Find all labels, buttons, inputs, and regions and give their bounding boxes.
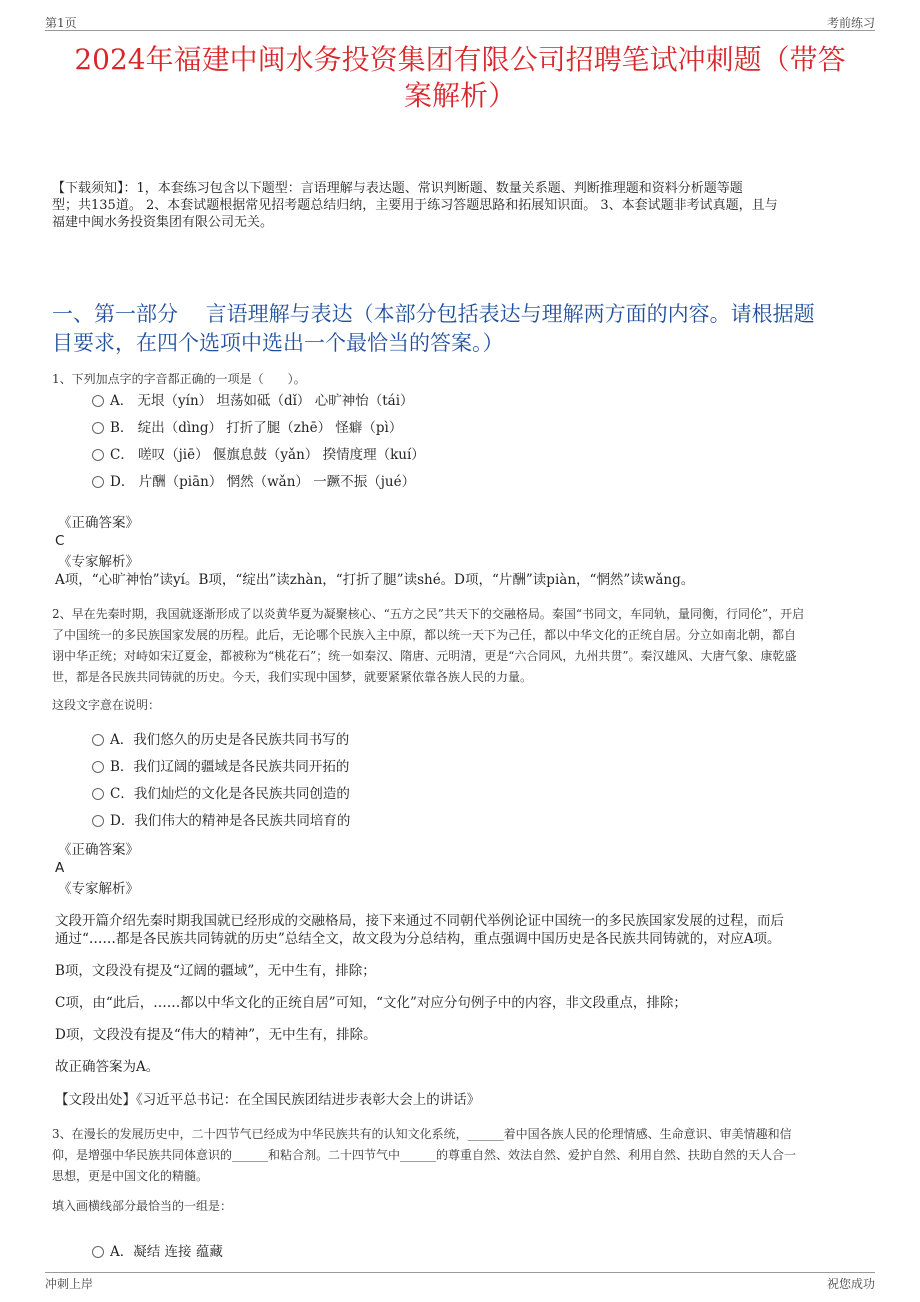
- q2-answer: A: [55, 860, 65, 876]
- answer-label: 《正确答案》: [58, 842, 139, 858]
- q2-source: 【文段出处】《习近平总书记：在全国民族团结进步表彰大会上的讲话》: [55, 1092, 481, 1108]
- q2-analysis: [55, 912, 870, 948]
- q2-option-a[interactable]: [92, 731, 349, 749]
- q1-option-d[interactable]: [92, 473, 415, 491]
- q2-option-c[interactable]: [92, 785, 350, 803]
- analysis-line: 文段开篇介绍先秦时期我国就已经形成的交融格局，接下来通过不同朝代举例论证中国统一的多民族国家发展的过程，而后: [55, 913, 784, 929]
- option-text: C． 嗟叹（jiē） 偃旗息鼓（yǎn） 揆情度理（kuí）: [110, 447, 425, 463]
- option-text: D． 片酬（piān） 惘然（wǎn） 一蹶不振（jué）: [110, 474, 416, 490]
- q2-option-d[interactable]: [92, 812, 350, 830]
- footer-left: 冲刺上岸: [45, 1277, 94, 1291]
- q2-analysis-d: D项，文段没有提及“伟大的精神”，无中生有，排除。: [55, 1027, 377, 1043]
- option-text: A． 无垠（yín） 坦荡如砥（dǐ） 心旷神怡（tái）: [110, 393, 414, 409]
- option-text: A．凝结 连接 蕴藏: [110, 1244, 223, 1260]
- analysis-label: 《专家解析》: [58, 881, 139, 897]
- header-label: 考前练习: [826, 16, 875, 30]
- radio-icon[interactable]: [92, 761, 104, 773]
- radio-icon[interactable]: [92, 395, 104, 407]
- title-line-1: 2024年福建中闽水务投资集团有限公司招聘笔试冲刺题（带答: [74, 43, 846, 76]
- option-text: D．我们伟大的精神是各民族共同培育的: [110, 813, 351, 829]
- analysis-label: 《专家解析》: [58, 554, 139, 570]
- section-heading: [52, 300, 868, 358]
- page-number: 第1页: [45, 16, 77, 30]
- q1-analysis: A项，“心旷神怡”读yí。B项，“绽出”读zhàn，“打折了腿”读shé。D项，“片酬”读piàn，“惘然”读wǎng。: [55, 572, 695, 588]
- stem-line: 思想，更是中国文化的精髓。: [52, 1169, 209, 1183]
- analysis-line: 通过“……都是各民族共同铸就的历史”总结全文，故文段为分总结构，重点强调中国历史是各民族共同铸就的，对应A项。: [55, 931, 781, 947]
- stem-line: 诩中华正统；对峙如宋辽夏金，都被称为“桃花石”；统一如秦汉、隋唐、元明清，更是“六合同风，九州共贯”。秦汉雄风、大唐气象、康乾盛: [52, 649, 797, 663]
- stem-line: 了中国统一的多民族国家发展的历程。此后，无论哪个民族入主中原，都以统一天下为己任，都以中华文化的正统自居。分立如南北朝，都自: [52, 628, 797, 642]
- stem-line: 仰，是增强中华民族共同体意识的______和粘合剂。二十四节气中______的尊重自然、效法自然、爱护自然、利用自然、扶助自然的天人合一: [52, 1148, 797, 1162]
- q3-option-a[interactable]: [92, 1243, 223, 1261]
- footer-right: 祝您成功: [826, 1277, 875, 1291]
- q2-analysis-c: C项，由“此后，……都以中华文化的正统自居”可知，“文化”对应分句例子中的内容，非文段重点，排除；: [55, 995, 687, 1011]
- q3-prompt: 填入画横线部分最恰当的一组是：: [52, 1199, 233, 1213]
- answer-label: 《正确答案》: [58, 515, 139, 531]
- q1-stem: 1、下列加点字的字音都正确的一项是（ ）。: [52, 372, 306, 386]
- stem-line: 3、在漫长的发展历史中，二十四节气已经成为中华民族共有的认知文化系统，______着中国各族人民的伦理情感、生命意识、审美情趣和信: [52, 1127, 792, 1141]
- download-notice: [52, 180, 868, 231]
- radio-icon[interactable]: [92, 788, 104, 800]
- radio-icon[interactable]: [92, 815, 104, 827]
- q2-prompt: 这段文字意在说明：: [52, 698, 161, 712]
- q1-option-a[interactable]: [92, 392, 414, 410]
- option-text: C．我们灿烂的文化是各民族共同创造的: [110, 786, 350, 802]
- notice-line: 【下载须知】：1，本套练习包含以下题型：言语理解与表达题、常识判断题、数量关系题、判断推理题和资料分析题等题: [52, 181, 743, 196]
- option-text: A．我们悠久的历史是各民族共同书写的: [110, 732, 350, 748]
- stem-line: 世，都是各民族共同铸就的历史。今天，我们实现中国梦，就要紧紧依靠各族人民的力量。: [52, 670, 533, 684]
- notice-line: 型；共135道。 2、本套试题根据常见招考题总结归纳，主要用于练习答题思路和拓展知识面。 3、本套试题非考试真题，且与: [52, 198, 778, 213]
- section-line: 一、第一部分 言语理解与表达（本部分包括表达与理解两方面的内容。请根据题: [52, 302, 815, 326]
- radio-icon[interactable]: [92, 449, 104, 461]
- radio-icon[interactable]: [92, 422, 104, 434]
- radio-icon[interactable]: [92, 476, 104, 488]
- q1-option-b[interactable]: [92, 419, 402, 437]
- page-footer: [45, 1272, 875, 1291]
- title-line-2: 案解析）: [403, 79, 516, 112]
- radio-icon[interactable]: [92, 1246, 104, 1258]
- q1-option-c[interactable]: [92, 446, 425, 464]
- q2-analysis-b: B项，文段没有提及“辽阔的疆域”，无中生有，排除；: [55, 963, 376, 979]
- page-header: [45, 12, 875, 31]
- section-line: 目要求，在四个选项中选出一个最恰当的答案。）: [52, 331, 504, 355]
- q2-option-b[interactable]: [92, 758, 349, 776]
- option-text: B．我们辽阔的疆域是各民族共同开拓的: [110, 759, 350, 775]
- page-title: [40, 42, 880, 114]
- q2-conclusion: 故正确答案为A。: [55, 1059, 160, 1075]
- radio-icon[interactable]: [92, 734, 104, 746]
- stem-line: 2、早在先秦时期，我国就逐渐形成了以炎黄华夏为凝聚核心、“五方之民”共天下的交融格局。秦国“书同文，车同轨，量同衡，行同伦”，开启: [52, 607, 805, 621]
- q2-stem: [52, 604, 870, 688]
- q1-answer: C: [55, 533, 65, 549]
- notice-line: 福建中闽水务投资集团有限公司无关。: [52, 215, 274, 230]
- option-text: B． 绽出（dìng） 打折了腿（zhē） 怪癖（pì）: [110, 420, 403, 436]
- q3-stem: [52, 1124, 870, 1187]
